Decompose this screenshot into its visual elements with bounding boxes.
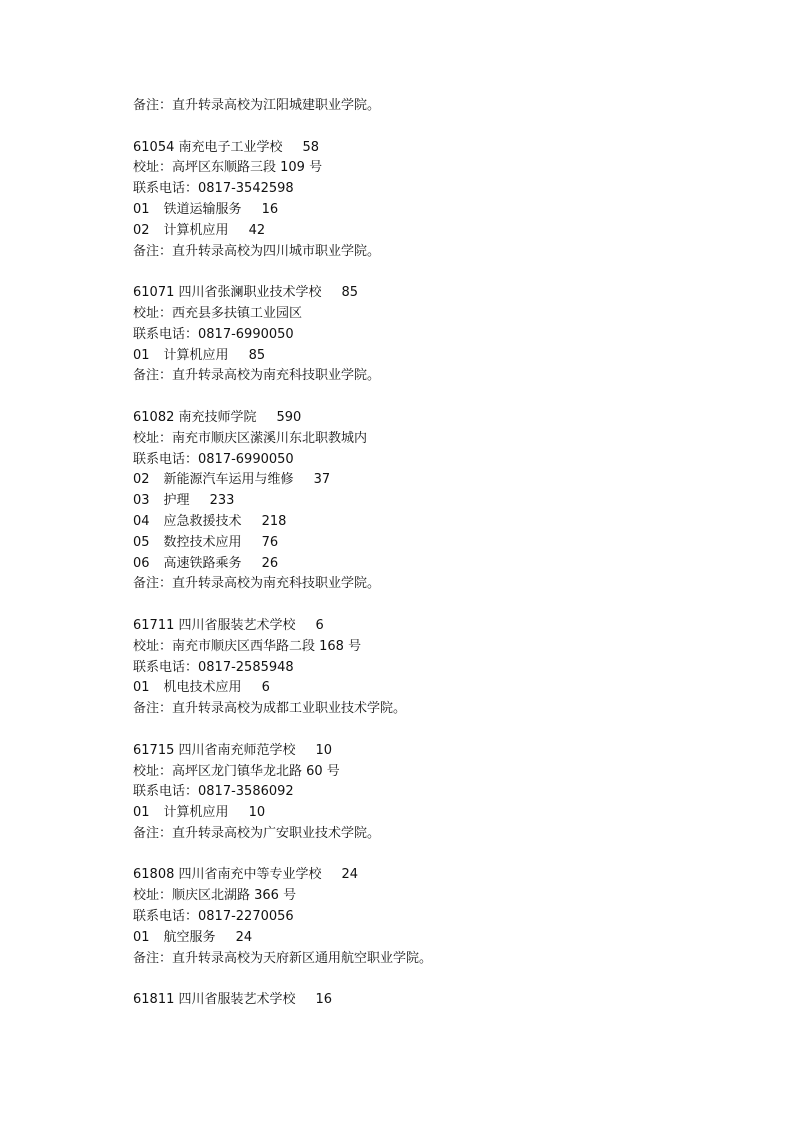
major-num: 01 — [133, 680, 150, 696]
school-block — [133, 741, 733, 845]
major-num: 06 — [133, 555, 150, 571]
major-count: 10 — [248, 805, 266, 821]
major-count: 233 — [209, 493, 235, 509]
major-name: 高速铁路乘务 — [163, 555, 242, 571]
school-phone: 联系电话：0817-3542598 — [133, 181, 294, 197]
school-heading — [133, 408, 733, 429]
spacer — [133, 595, 733, 616]
school-address: 校址：南充市顺庆区西华路二段 168 号 — [133, 638, 362, 654]
major-row — [133, 554, 733, 575]
major-num: 05 — [133, 534, 150, 550]
school-name: 四川省服装艺术学校 — [178, 992, 296, 1008]
school-count: 6 — [315, 617, 324, 633]
major-count: 85 — [248, 347, 266, 363]
major-name: 计算机应用 — [163, 222, 229, 238]
school-count: 10 — [315, 742, 333, 758]
major-count: 16 — [261, 201, 279, 217]
major-name: 机电技术应用 — [163, 680, 242, 696]
major-row — [133, 221, 733, 242]
school-note: 备注：直升转录高校为成都工业职业技术学院。 — [133, 701, 407, 717]
major-row — [133, 678, 733, 699]
school-address: 校址：高坪区龙门镇华龙北路 60 号 — [133, 763, 340, 779]
major-count: 24 — [235, 929, 253, 945]
school-name: 四川省服装艺术学校 — [178, 617, 296, 633]
school-note: 备注：直升转录高校为广安职业技术学院。 — [133, 825, 381, 841]
school-name: 南充电子工业学校 — [178, 139, 283, 155]
major-name: 航空服务 — [163, 929, 216, 945]
school-phone: 联系电话：0817-2270056 — [133, 909, 294, 925]
school-phone: 联系电话：0817-6990050 — [133, 451, 294, 467]
school-address: 校址：西充县多扶镇工业园区 — [133, 305, 303, 321]
major-row — [133, 200, 733, 221]
major-name: 新能源汽车运用与维修 — [163, 472, 294, 488]
school-code: 61715 — [133, 742, 175, 758]
major-num: 03 — [133, 493, 150, 509]
school-heading — [133, 616, 733, 637]
school-phone: 联系电话：0817-3586092 — [133, 784, 294, 800]
major-num: 01 — [133, 805, 150, 821]
school-note: 备注：直升转录高校为四川城市职业学院。 — [133, 243, 381, 259]
major-row — [133, 470, 733, 491]
intro-note: 备注：直升转录高校为江阳城建职业学院。 — [133, 98, 381, 113]
major-num: 01 — [133, 347, 150, 363]
spacer — [133, 969, 733, 990]
major-name: 数控技术应用 — [163, 534, 242, 550]
school-name: 四川省南充中等专业学校 — [178, 867, 322, 883]
major-row — [133, 346, 733, 367]
major-name: 护理 — [163, 493, 190, 509]
school-block — [133, 865, 733, 969]
school-code: 61811 — [133, 992, 175, 1008]
school-note: 备注：直升转录高校为南充科技职业学院。 — [133, 576, 381, 592]
school-note: 备注：直升转录高校为南充科技职业学院。 — [133, 368, 381, 384]
major-num: 01 — [133, 929, 150, 945]
spacer — [133, 845, 733, 866]
document-content — [133, 96, 733, 1011]
school-block — [133, 138, 733, 263]
school-note: 备注：直升转录高校为天府新区通用航空职业学院。 — [133, 950, 433, 966]
school-count: 58 — [302, 139, 320, 155]
school-phone: 联系电话：0817-2585948 — [133, 659, 294, 675]
major-num: 02 — [133, 222, 150, 238]
spacer — [133, 262, 733, 283]
school-name: 四川省张澜职业技术学校 — [178, 285, 322, 301]
major-row — [133, 928, 733, 949]
school-block — [133, 283, 733, 387]
school-address: 校址：高坪区东顺路三段 109 号 — [133, 160, 323, 176]
major-name: 应急救援技术 — [163, 513, 242, 529]
school-code: 61071 — [133, 285, 175, 301]
major-count: 42 — [248, 222, 266, 238]
spacer — [133, 387, 733, 408]
major-count: 76 — [261, 534, 279, 550]
major-row — [133, 533, 733, 554]
major-name: 计算机应用 — [163, 805, 229, 821]
school-heading — [133, 138, 733, 159]
school-address: 校址：顺庆区北湖路 366 号 — [133, 888, 297, 904]
school-count: 16 — [315, 992, 333, 1008]
school-count: 590 — [276, 409, 302, 425]
school-heading — [133, 283, 733, 304]
major-count: 218 — [261, 513, 287, 529]
major-row — [133, 803, 733, 824]
spacer — [133, 720, 733, 741]
school-code: 61082 — [133, 409, 175, 425]
major-name: 计算机应用 — [163, 347, 229, 363]
school-name: 四川省南充师范学校 — [178, 742, 296, 758]
school-name: 南充技师学院 — [178, 409, 257, 425]
school-address: 校址：南充市顺庆区潆溪川东北职教城内 — [133, 430, 368, 446]
major-count: 26 — [261, 555, 279, 571]
school-heading — [133, 990, 733, 1011]
school-block — [133, 616, 733, 720]
school-code: 61808 — [133, 867, 175, 883]
school-heading — [133, 865, 733, 886]
school-code: 61711 — [133, 617, 175, 633]
major-row — [133, 491, 733, 512]
school-count: 85 — [341, 285, 359, 301]
school-count: 24 — [341, 867, 359, 883]
school-heading — [133, 741, 733, 762]
major-num: 01 — [133, 201, 150, 217]
major-num: 04 — [133, 513, 150, 529]
spacer — [133, 117, 733, 138]
major-count: 6 — [261, 680, 270, 696]
school-block — [133, 408, 733, 595]
major-count: 37 — [313, 472, 331, 488]
school-code: 61054 — [133, 139, 175, 155]
major-row — [133, 512, 733, 533]
major-num: 02 — [133, 472, 150, 488]
major-name: 铁道运输服务 — [163, 201, 242, 217]
school-phone: 联系电话：0817-6990050 — [133, 326, 294, 342]
